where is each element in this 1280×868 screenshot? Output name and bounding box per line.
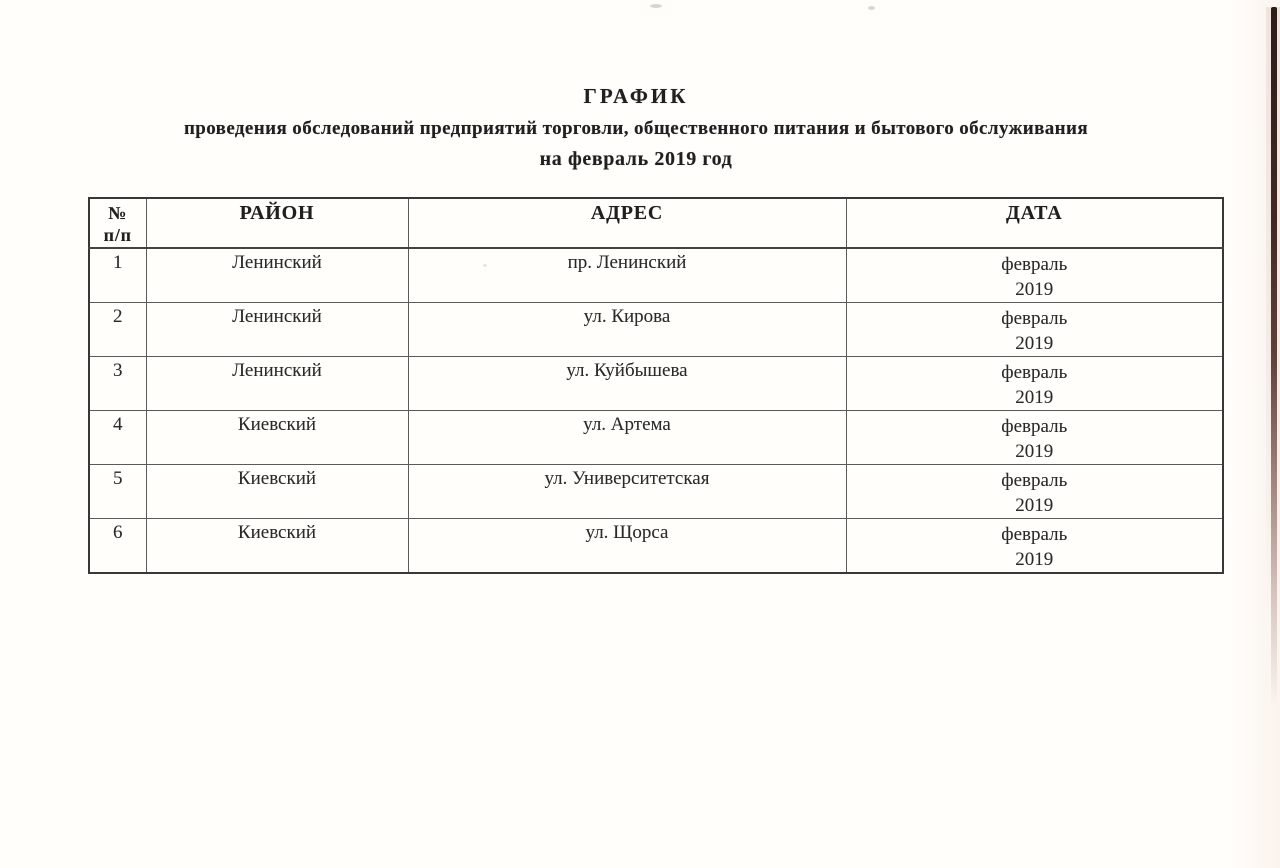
column-header-number-sign: №	[108, 203, 128, 223]
cell-address: ул. Куйбышева	[408, 357, 846, 411]
scan-edge-artifact	[1271, 7, 1277, 707]
cell-district: Киевский	[146, 519, 408, 574]
cell-date-year: 2019	[1015, 441, 1054, 462]
cell-district: Ленинский	[146, 248, 408, 303]
table-row	[89, 248, 1223, 303]
column-header-number-pp: п/п	[103, 225, 132, 245]
table-row	[89, 465, 1223, 519]
table-row	[89, 357, 1223, 411]
document-subtitle: проведения обследований предприятий торговли, общественного питания и бытового обслуживания	[183, 118, 1089, 139]
document-title-block	[0, 85, 1272, 170]
cell-date	[846, 303, 1223, 357]
cell-date-year: 2019	[1015, 387, 1054, 408]
table-header-row	[89, 198, 1223, 248]
cell-date	[846, 519, 1223, 574]
cell-date-month: февраль	[1001, 524, 1068, 545]
scan-speck	[650, 4, 662, 8]
cell-date-year: 2019	[1015, 495, 1054, 516]
cell-date	[846, 411, 1223, 465]
cell-number: 3	[89, 357, 146, 411]
cell-date	[846, 465, 1223, 519]
cell-date-year: 2019	[1015, 333, 1054, 354]
table-row	[89, 519, 1223, 574]
document-title: ГРАФИК	[583, 84, 689, 108]
cell-date-month: февраль	[1001, 470, 1068, 491]
cell-address: ул. Кирова	[408, 303, 846, 357]
cell-district: Киевский	[146, 465, 408, 519]
scan-speck	[483, 264, 487, 267]
column-header-number	[89, 198, 146, 248]
cell-number: 6	[89, 519, 146, 574]
column-header-district: РАЙОН	[146, 198, 408, 248]
schedule-table	[88, 197, 1224, 574]
table-row	[89, 303, 1223, 357]
cell-number: 5	[89, 465, 146, 519]
cell-district: Киевский	[146, 411, 408, 465]
cell-address: ул. Артема	[408, 411, 846, 465]
cell-number: 2	[89, 303, 146, 357]
cell-date-month: февраль	[1001, 308, 1068, 329]
cell-address: ул. Щорса	[408, 519, 846, 574]
cell-district: Ленинский	[146, 303, 408, 357]
cell-address: ул. Университетская	[408, 465, 846, 519]
cell-number: 4	[89, 411, 146, 465]
document-period: на февраль 2019 год	[539, 148, 733, 170]
cell-date-month: февраль	[1001, 362, 1068, 383]
cell-date-month: февраль	[1001, 416, 1068, 437]
scan-speck	[868, 6, 875, 10]
cell-date-year: 2019	[1015, 549, 1054, 570]
cell-date-month: февраль	[1001, 254, 1068, 275]
cell-date-year: 2019	[1015, 279, 1054, 300]
table-row	[89, 411, 1223, 465]
cell-address: пр. Ленинский	[408, 248, 846, 303]
column-header-date: ДАТА	[846, 198, 1223, 248]
cell-date	[846, 357, 1223, 411]
cell-number: 1	[89, 248, 146, 303]
cell-date	[846, 248, 1223, 303]
column-header-address: АДРЕС	[408, 198, 846, 248]
cell-district: Ленинский	[146, 357, 408, 411]
